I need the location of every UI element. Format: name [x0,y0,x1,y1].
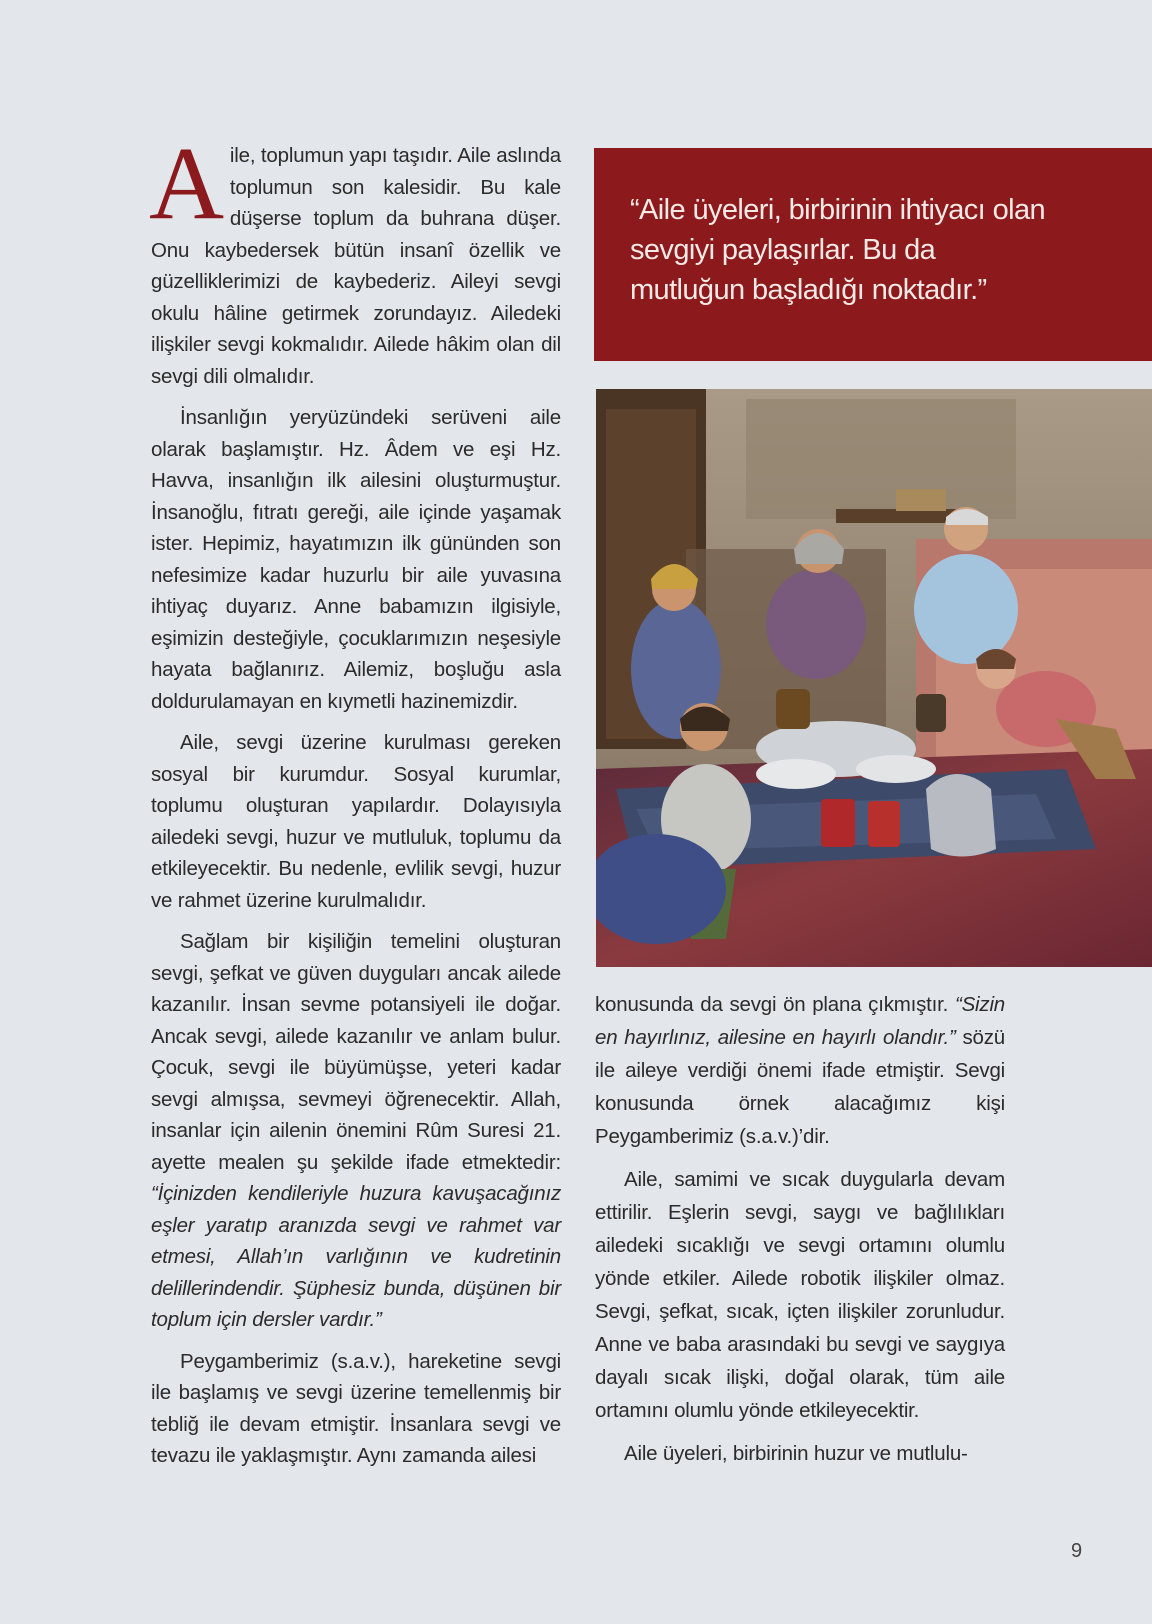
family-illustration [596,389,1152,967]
pull-quote-text: “Aile üyeleri, birbirinin ihtiyacı olan sevgiyi paylaşırlar. Bu da mutluğun başladığı noktadır.” [630,194,1046,306]
paragraph-6: konusunda da sevgi ön plana çıkmıştır. “Sizin en hayırlınız, ailesine en hayırlı olandır.” sözü ile aileye verdiği önemi ifade etmiştir. Sevgi konusunda örnek alacağımız kişi Peygamberimiz (s.a.v.)’dir. [595,993,1006,1148]
page-number: 9 [1071,1540,1083,1562]
left-text-column [149,126,561,1482]
verse-quote: “İçinizden kendileriyle huzura kavuşacağınız eşler yaratıp aranızda sevgi ve rahmet var etmesi, Allah’ın varlığının ve kudretinin delillerindendir. Şüphesiz bunda, düşünen bir toplum için dersler vardır.” [151,1182,561,1331]
paragraph-2: İnsanlığın yeryüzündeki serüveni aile olarak başlamıştır. Hz. Âdem ve eşi Hz. Havva, insanlığın ilk ailesini oluşturmuştur. İnsanoğlu, fıtratı gereği, aile içinde yaşamak ister. Hepimiz, hayatımızın ilk gününden son nefesimize kadar huzurlu bir aile yuvasına ihtiyaç duyarız. Anne babamızın ilgisiyle, eşimizin desteğiyle, çocuklarımızın neşesiyle hayata bağlanırız. Ailemiz, boşluğu asla doldurulamayan en kıymetli hazinemizdir. [151,406,561,713]
paragraph-8: Aile üyeleri, birbirinin huzur ve mutlulu- [624,1442,968,1465]
paragraph-3: Aile, sevgi üzerine kurulması gereken sosyal bir kurumdur. Sosyal kurumlar, toplumu oluşturan yapılardır. Dolayısıyla ailedeki sevgi, huzur ve mutluluk, toplumu da etkileyecektir. Bu nedenle, evlilik sevgi, huzur ve rahmet üzerine kurulmalıdır. [151,731,561,912]
paragraph-1: Aile, toplumun yapı taşıdır. Aile aslında toplumun son kalesidir. Bu kale düşerse toplum da buhrana düşer. Onu kaybedersek bütün insanî özellik ve güzelliklerimizi de kaybederiz. Aileyi sevgi okulu hâline getirmek zorundayız. Ailedeki ilişkiler sevgi kokmalıdır. Ailede hâkim olan dil sevgi dili olmalıdır. [149,126,561,388]
family-sugar-breaking-illustration-icon [596,389,1152,967]
paragraph-5: Peygamberimiz (s.a.v.), hareketine sevgi ile başlamış ve sevgi üzerine temellenmiş bir tebliğ ile devam etmiştir. İnsanlara sevgi ve tevazu ile yaklaşmıştır. Aynı zamanda ailesi [151,1349,561,1467]
pull-quote-box [594,148,1152,361]
paragraph-4: Sağlam bir kişiliğin temelini oluşturan sevgi, şefkat ve güven duyguları ancak ailede kazanılır. İnsan sevme potansiyeli ile doğar. Ancak sevgi, ailede kazanılır ve anlam bulur. Çocuk, sevgi ile büyümüşse, yeteri kadar sevgi almışsa, sevmeyi öğrenecektir. Allah, insanlar için ailenin önemini Rûm Suresi 21. ayette mealen şu şekilde ifade etmektedir: “İçinizden kendileriyle huzura kavuşacağınız eşler yaratıp aranızda sevgi ve rahmet var etmesi, Allah’ın varlığının ve kudretinin delillerindendir. Şüphesiz bunda, düşünen bir toplum için dersler vardır.” [151,930,561,1331]
right-text-column [595,988,1005,1480]
hadith-quote: “Sizin en hayırlınız, ailesine en hayırlı olandır.” [595,993,1006,1049]
dropcap: A [149,126,224,241]
paragraph-7: Aile, samimi ve sıcak duygularla devam ettirilir. Eşlerin sevgi, saygı ve bağlılıkları ailedeki sıcaklığı ve sevgi ortamını olumlu yönde etkiler. Ailede robotik ilişkiler olmaz. Sevgi, şefkat, sıcak, içten ilişkiler zorunludur. Anne ve baba arasındaki bu sevgi ve saygıya dayalı sıcak ilişki, doğal olarak, tüm aile ortamını olumlu yönde etkileyecektir. [595,1168,1005,1422]
